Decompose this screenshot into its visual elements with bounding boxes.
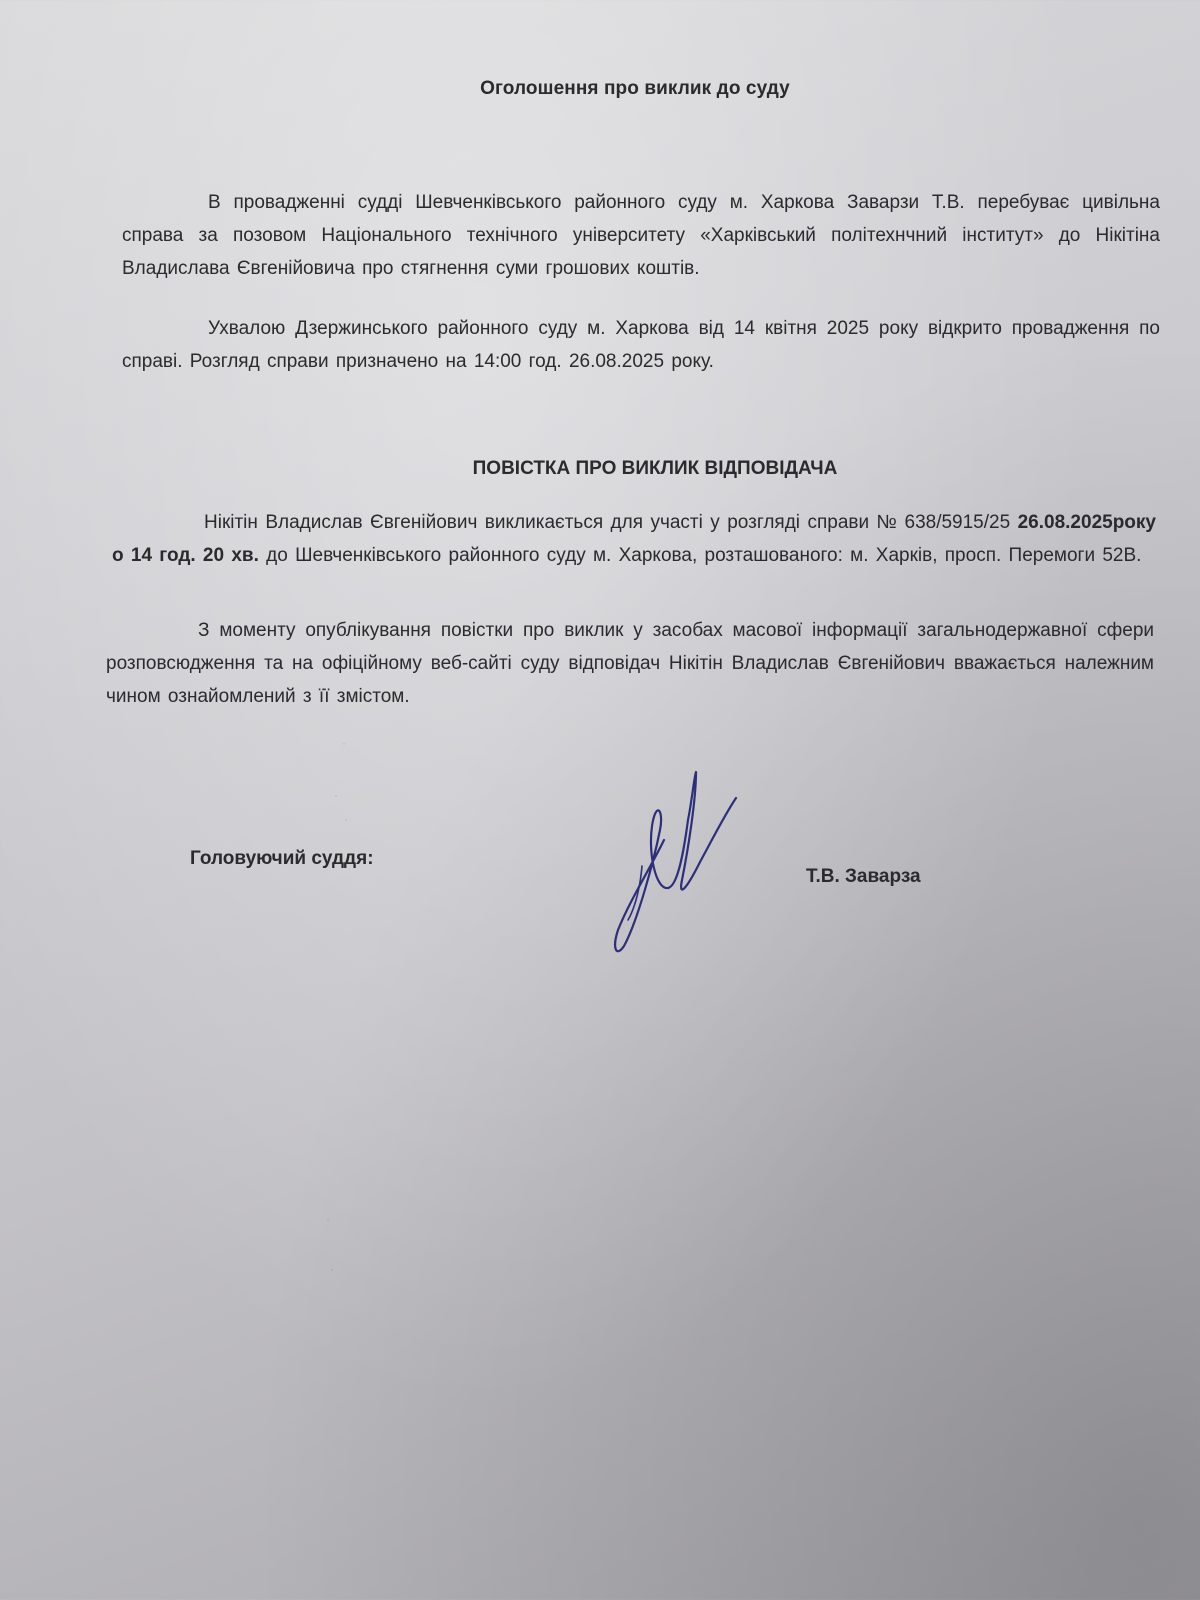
show-through-mark: · [334,788,338,802]
paragraph-notice: З моменту опублікування повістки про виклик у засобах масової інформації загальнодержавної сфери розповсюдження та на офіційному веб-сайті суду відповідач Нікітін Владислав Євгенійович вважається належним чином ознайомлений з її змістом. [106,620,1154,707]
document-title: Оголошення про виклик до суду [480,78,790,99]
paragraph-ruling: Ухвалою Дзержинського районного суду м. Харкова від 14 квітня 2025 року відкрито провадження по справі. Розгляд справи призначено на 14:00 год. 26.08.2025 року. [122,318,1160,372]
signature-label: Головуючий суддя: [190,848,374,869]
paragraph-case-info: В провадженні судді Шевченківського районного суду м. Харкова Заварзи Т.В. перебуває цивільна справа за позовом Національного технічного університету «Харківський політехнчний інститут» до Нікітіна Владислава Євгенійовича про стягнення суми грошових коштів. [122,192,1160,279]
show-through-mark: · [326,1212,330,1226]
summons-datetime: 26.08.2025року о 14 год. 20 хв. [112,512,1156,566]
show-through-mark: · [344,812,348,826]
paragraph-summons [112,506,1156,572]
signer-name: Т.В. Заварза [806,866,921,887]
show-through-mark: · [342,736,346,750]
document-subtitle: ПОВІСТКА ПРО ВИКЛИК ВІДПОВІДАЧА [472,458,838,479]
handwritten-signature [612,770,752,960]
show-through-mark: · [330,1262,334,1276]
summons-text-end: до Шевченківського районного суду м. Харкова, розташованого: м. Харків, просп. Перемоги 52В. [258,545,1142,566]
summons-text-start: Нікітін Владислав Євгенійович викликається для участі у розгляді справи № 638/5915/25 [204,512,1018,533]
